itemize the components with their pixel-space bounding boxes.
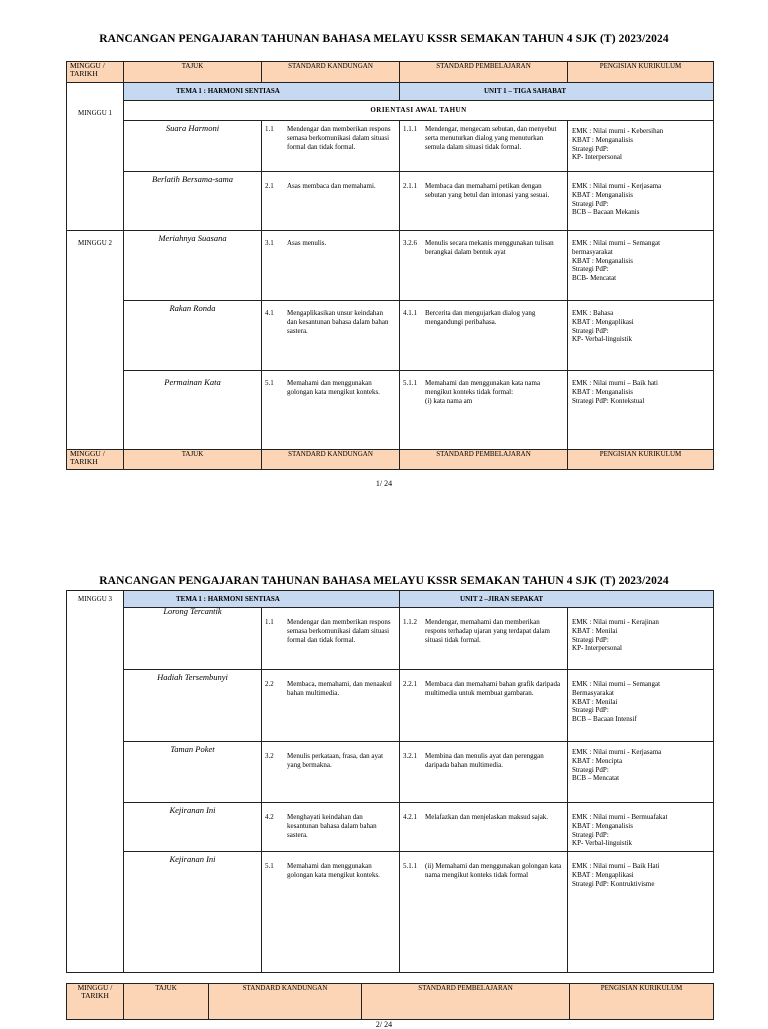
pk-cell (568, 231, 714, 301)
pk-line: EMK : Bahasa (572, 309, 614, 317)
week-cell: MINGGU 2 (67, 231, 124, 450)
pk-line: KBAT : Menilai (572, 626, 618, 635)
sp-number: 3.2.6 (403, 239, 417, 247)
pk-line: KBAT : Mencipta (572, 756, 623, 765)
tajuk-cell: Suara Harmoni (124, 121, 262, 172)
pk-cell (568, 121, 714, 172)
pk-line: Strategi PdP: (572, 144, 609, 153)
sp-text: Menulis secara mekanis menggunakan tulisan berangkai dalam bentuk ayat (425, 239, 554, 256)
sk-text: Mendengar dan memberikan respons semasa berkomunikasi dalam situasi formal dan tidak formal. (287, 618, 391, 644)
sp-text: Memahami dan menggunakan kata nama mengikut konteks tidak formal: (i) kata nama am (425, 379, 541, 405)
pk-cell (568, 852, 714, 973)
sk-number: 5.1 (265, 379, 274, 387)
pk-line: Strategi PdP: (572, 706, 609, 715)
col-header-minggu: MINGGU / TARIKH (67, 62, 124, 83)
sk-number: 2.1 (265, 182, 274, 190)
pk-line: Strategi PdP: (572, 830, 609, 839)
sp-text: (ii) Memahami dan menggunakan golongan kata nama mengikut konteks tidak formal (425, 862, 562, 879)
pk-line: Bermasyarakat (572, 688, 614, 697)
sk-number: 3.1 (265, 239, 274, 247)
pk-line: KBAT : Menganalisis (572, 256, 633, 265)
pk-cell (568, 172, 714, 231)
sp-number: 3.2.1 (403, 752, 418, 760)
table-row (67, 670, 714, 742)
sk-text: Menghayati keindahan dan kesantunan bahasa dalam bahan sastera. (287, 813, 377, 839)
page-title: RANCANGAN PENGAJARAN TAHUNAN BAHASA MELAYU KSSR SEMAKAN TAHUN 4 SJK (T) 2023/2024 (99, 33, 669, 45)
pk-cell (568, 608, 714, 670)
pk-line: KP- Verbal-linguistik (572, 335, 632, 344)
col-header-tajuk: TAJUK (124, 62, 262, 83)
pk-line: EMK : Nilai murni - Kerajinan (572, 618, 659, 626)
pk-cell (568, 371, 714, 450)
sk-number: 2.2 (265, 680, 274, 688)
pk-line: KBAT : Menganalisis (572, 387, 633, 396)
pk-line: KBAT : Menilai (572, 697, 618, 706)
table-row (67, 231, 714, 301)
col-header-sk: STANDARD KANDUNGAN (262, 450, 400, 470)
page-title: RANCANGAN PENGAJARAN TAHUNAN BAHASA MELAYU KSSR SEMAKAN TAHUN 4 SJK (T) 2023/2024 (99, 575, 669, 587)
sk-text: Membaca, memahami, dan menaakul bahan multimedia. (287, 680, 392, 697)
table-row (67, 803, 714, 852)
col-header-sp: STANDARD PEMBELAJARAN (400, 450, 568, 470)
sp-number: 4.1.1 (403, 309, 417, 317)
col-header-sk: STANDARD KANDUNGAN (209, 984, 362, 1020)
orientasi-banner: ORIENTASI AWAL TAHUN (124, 101, 714, 121)
sp-number: 1.1.2 (403, 618, 418, 626)
pk-line: Strategi PdP: (572, 326, 609, 335)
sp-number: 1.1.1 (403, 125, 417, 133)
table-header-row (67, 984, 714, 1020)
pk-line: EMK : Nilai murni – Semangat (572, 239, 661, 247)
sk-text: Mendengar dan memberikan respons semasa berkomunikasi dalam situasi formal dan tidak formal. (287, 125, 391, 151)
sp-number: 4.2.1 (403, 813, 418, 821)
tajuk-cell: Meriahnya Suasana (124, 231, 262, 301)
pk-line: KBAT : Mengaplikasi (572, 870, 634, 879)
pk-cell (568, 742, 714, 803)
rpt-table-page-1 (66, 61, 714, 470)
table-row (67, 742, 714, 803)
pk-line: EMK : Nilai murni – Semangat (572, 680, 661, 688)
sk-number: 3.2 (265, 752, 274, 760)
pk-line: Strategi PdP: (572, 635, 609, 644)
tajuk-cell: Permainan Kata (124, 371, 262, 450)
pk-line: BCB – Bacaan Mekanis (572, 208, 640, 217)
sk-text: Memahami dan menggunakan golongan kata mengikut konteks. (287, 379, 380, 396)
pk-line: BCB- Mencatat (572, 274, 617, 282)
pk-cell (568, 803, 714, 852)
page-number: 1/ 24 (375, 479, 393, 488)
col-header-minggu: MINGGU / TARIKH (67, 984, 124, 1020)
pk-cell (568, 301, 714, 371)
pk-line: Strategi PdP: (572, 265, 609, 274)
table-row (67, 608, 714, 670)
tema-cell: TEMA 1 : HARMONI SENTIASA (124, 83, 400, 101)
pk-line: KBAT : Menganalisis (572, 190, 633, 199)
table-row (67, 301, 714, 371)
sk-number: 1.1 (265, 125, 274, 133)
pk-line: KBAT : Mengaplikasi (572, 317, 634, 326)
sp-text: Mendengar, mengecam sebutan, dan menyebut serta menuturkan dialog yang menuturkan semula dalam situasi tidak formal. (425, 125, 557, 151)
sp-text: Membaca dan memahami bahan grafik daripada multimedia untuk membuat gambaran. (425, 680, 561, 697)
pk-line: KBAT : Menganalisis (572, 821, 633, 830)
sp-number: 5.1.1 (403, 862, 418, 870)
table-row (67, 852, 714, 973)
col-header-pk: PENGISIAN KURIKULUM (568, 62, 714, 83)
table-header-row (67, 62, 714, 83)
tajuk-cell: Taman Poket (124, 742, 262, 803)
sk-text: Asas menulis. (287, 239, 327, 247)
tema-cell: TEMA 1 : HARMONI SENTIASA (124, 591, 400, 608)
tajuk-cell: Rakan Ronda (124, 301, 262, 371)
sk-text: Menulis perkataan, frasa, dan ayat yang bermakna. (287, 752, 384, 769)
tajuk-cell: Berlatih Bersama-sama (124, 172, 262, 231)
pk-line: EMK : Nilai murni - Kebersihan (572, 127, 664, 135)
sp-number: 2.1.1 (403, 182, 417, 190)
sp-text: Melafazkan dan menjelaskan maksud sajak. (425, 813, 549, 821)
rpt-table-page-2 (66, 590, 714, 973)
unit-cell: UNIT 1 – TIGA SAHABAT (400, 83, 714, 101)
tajuk-cell: Lorong Tercantik (124, 608, 262, 670)
sp-number: 2.2.1 (403, 680, 418, 688)
pk-line: KBAT : Menganalisis (572, 135, 633, 144)
pk-line: BCB – Bacaan Intensif (572, 715, 637, 723)
pk-line: Strategi PdP: Kontruktivisme (572, 879, 655, 888)
sp-text: Bercerita dan mengujarkan dialog yang mengandungi peribahasa. (425, 309, 536, 326)
week-cell: MINGGU 3 (67, 591, 124, 973)
pk-line: EMK : Nilai murni - Bermuafakat (572, 813, 668, 821)
pk-line: EMK : Nilai murni – Baik Hati (572, 862, 660, 870)
pk-line: BCB – Mencatat (572, 774, 620, 783)
tajuk-cell: Kejiranan Ini (124, 852, 262, 973)
rpt-header-strip (66, 983, 714, 1020)
tajuk-cell: Hadiah Tersembunyi (124, 670, 262, 742)
pk-line: KP- Verbal-linguistik (572, 839, 632, 848)
unit-cell: UNIT 2 –JIRAN SEPAKAT (400, 591, 714, 608)
col-header-tajuk: TAJUK (124, 984, 209, 1020)
pk-line: EMK : Nilai murni – Baik hati (572, 379, 658, 387)
pk-line: EMK : Nilai murni - Kerjasama (572, 182, 662, 190)
pk-line: Strategi PdP: Kontekstual (572, 396, 645, 405)
page-number: 2/ 24 (375, 1020, 393, 1029)
sk-text: Mengaplikasikan unsur keindahan dan kesantunan bahasa dalam bahan sastera. (287, 309, 389, 335)
sp-text: Membina dan menulis ayat dan perenggan daripada bahan multimedia. (425, 752, 544, 769)
pk-cell (568, 670, 714, 742)
col-header-sk: STANDARD KANDUNGAN (262, 62, 400, 83)
col-header-pk: PENGISIAN KURIKULUM (568, 450, 714, 470)
sk-number: 4.2 (265, 813, 274, 821)
sk-text: Asas membaca dan memahami. (287, 182, 376, 190)
sk-number: 4.1 (265, 309, 274, 317)
pk-line: bermasyarakat (572, 247, 613, 256)
pk-line: KP- Interpersonal (572, 153, 622, 162)
sp-number: 5.1.1 (403, 379, 417, 387)
pk-line: KP- Interpersonal (572, 644, 622, 653)
table-row (67, 121, 714, 172)
pk-line: Strategi PdP: (572, 765, 609, 774)
col-header-tajuk: TAJUK (124, 450, 262, 470)
sp-text: Membaca dan memahami petikan dengan sebutan yang betul dan intonasi yang sesuai. (425, 182, 550, 199)
table-row (67, 172, 714, 231)
col-header-sp: STANDARD PEMBELAJARAN (362, 984, 570, 1020)
col-header-pk: PENGISIAN KURIKULUM (570, 984, 714, 1020)
pk-line: Strategi PdP: (572, 199, 609, 208)
tajuk-cell: Kejiranan Ini (124, 803, 262, 852)
table-row (67, 371, 714, 450)
sp-text: Mendengar, memahami dan memberikan respons terhadap ujaran yang terdapat dalam situasi tidak formal. (425, 618, 550, 644)
sk-text: Memahami dan menggunakan golongan kata mengikut konteks. (287, 862, 380, 879)
pk-line: EMK : Nilai murni - Kerjasama (572, 748, 662, 756)
table-footer-row (67, 450, 714, 470)
col-header-sp: STANDARD PEMBELAJARAN (400, 62, 568, 83)
sk-number: 1.1 (265, 618, 274, 626)
col-header-minggu: MINGGU / TARIKH (67, 450, 124, 470)
sk-number: 5.1 (265, 862, 274, 870)
week-cell: MINGGU 1 (67, 83, 124, 231)
